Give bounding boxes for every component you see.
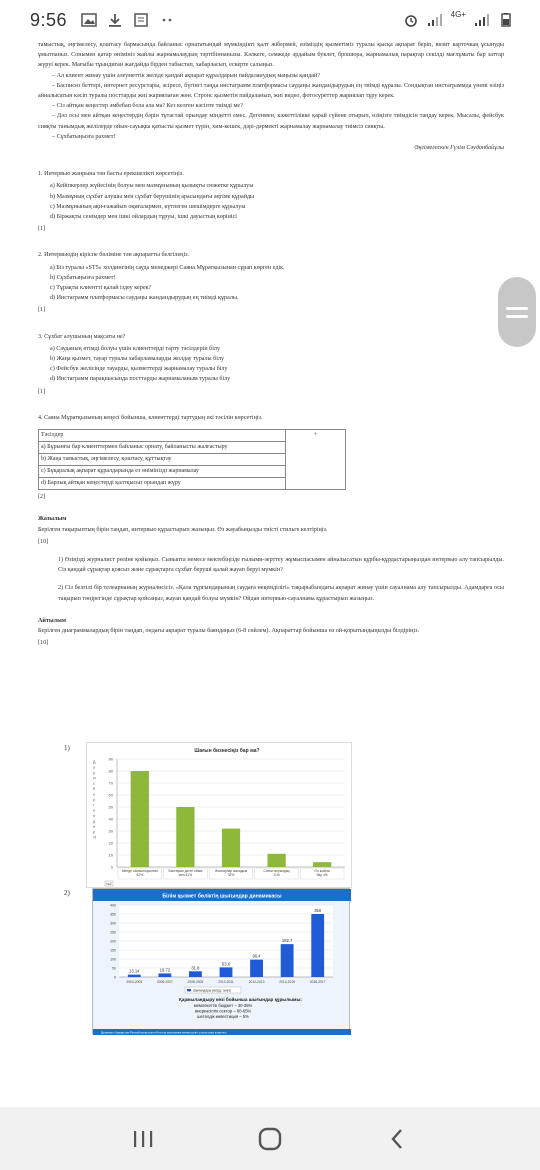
- table-header: [39, 430, 286, 442]
- status-time: 9:56: [30, 9, 68, 30]
- y-tick-label: 50: [112, 966, 116, 971]
- answer-option: a) Кейіпкерлер жүйесінің болуы мен мазмұнының қызықты сюжетке құрылуы: [50, 183, 254, 190]
- recent-apps-icon: [132, 1129, 154, 1149]
- interview-answer-1: – Басписөз беттері, интернет ресурстары, әсіресе, бүгінгі таңда инстаграмм платформасы саудаңы жандандырудың ең тиімді құралы. Сондықтан инстаграммда үнемі өзіңіз айналысатын кәсіп туралы посттарды жиі жариялаған жөн. Стронс қызметін пайдаланып, жиі видео, фотосуреттер жариялап тұру керек.: [38, 82, 504, 100]
- data-label: 13.14: [129, 968, 140, 974]
- y-tick-label: 70: [108, 780, 113, 786]
- answer-option: c) Фейсбук желісінде тауарды, қызметтерді жарнамалау туралы білу: [50, 366, 228, 373]
- chart-bar: [158, 973, 171, 977]
- data-label: 31.8: [191, 965, 200, 971]
- y-tick-label: 30: [108, 828, 113, 834]
- y-tick-label: 100: [110, 957, 116, 962]
- y-tick-label: 300: [110, 921, 116, 926]
- status-system-icons: [403, 10, 514, 27]
- download-icon: [107, 13, 123, 27]
- alarm-icon: [403, 13, 419, 27]
- y-tick-label: 60: [108, 792, 113, 798]
- legend-label: №2: [106, 882, 112, 886]
- question-1: [38, 169, 504, 234]
- y-tick-label: 90: [108, 756, 113, 762]
- y-tick-label: 350: [110, 912, 116, 917]
- table-row: d) Барлық айтқан кеңестерді қалтқысыз орындап жүру: [39, 478, 286, 490]
- scroll-handle-line: [506, 307, 528, 310]
- chart-bar: [281, 944, 294, 977]
- question-4: [38, 413, 504, 502]
- legend-swatch: [187, 989, 191, 991]
- methods-table: [38, 429, 346, 490]
- table-plus-column: [285, 430, 345, 490]
- footnote-line: шетелдік инвестиция – 5%: [197, 1014, 249, 1019]
- chart-bar: [189, 971, 202, 977]
- table-row: b) Жаңа тамыстық, әңгімелесу, қоштасу, құттықтау: [39, 454, 286, 466]
- question-3: [38, 332, 504, 397]
- chart-bar: [220, 967, 233, 977]
- table-row: a) Бұрынғы бар клиенттермен байланыс орнату, байланысты жалғастыру: [39, 442, 286, 454]
- question-mark: [1]: [38, 388, 46, 395]
- question-title: 3. Сұхбат алушының мақсаты не?: [38, 333, 126, 340]
- y-tick-label: 200: [110, 939, 116, 944]
- chart-bar: [250, 960, 263, 977]
- question-mark: [2]: [38, 494, 46, 501]
- chart-education-spending: [92, 888, 350, 1034]
- x-tick-label: 2014-2015: [279, 980, 296, 984]
- answer-option: b) Жаңа қызмет, тауар туралы хабарламаларды жолдау туралы білу: [50, 356, 225, 363]
- more-dots-icon: [159, 13, 175, 27]
- y-tick-label: 400: [110, 903, 116, 908]
- x-tick-label: Бастауым деген ойым мен 51%: [168, 869, 203, 878]
- writing-instruction: Берілген тақырыптың бірін таңдап, интервью құрастырып жазыңыз. Өз жауабыңызды тиісті стильге келтіріңіз.: [38, 526, 328, 533]
- answer-option: d) Инстаграмм парақшасында посттарды жарнамаланым туралы білу: [50, 376, 231, 383]
- image-icon: [81, 13, 97, 27]
- data-label: 53.6: [221, 961, 231, 967]
- answer-option: d) Біржақты сенімдер мен ішкі ойлардың тұруы, ішкі дауыстың көрінісі: [50, 214, 237, 221]
- chart-source: Дереккөз: Қазақстан Республикасының Ұлттық экономика министрлігі статистика комитеті: [101, 1030, 227, 1035]
- chart-bar: [267, 854, 285, 867]
- chart-bar: [176, 807, 194, 867]
- chart-title: Білім қызмет бөліктің шығындар динамикасы: [162, 893, 282, 900]
- question-mark: [1]: [38, 307, 46, 314]
- question-title: 1. Интервью жанрына тән басты ерекшелікті көрсетіңіз.: [38, 171, 184, 178]
- gallery-icon: [133, 13, 149, 27]
- question-2: [38, 250, 504, 315]
- answer-option: b) Сұхбатыңызға рахмет!: [50, 274, 116, 281]
- data-label: 96.4: [252, 953, 261, 959]
- y-tick-label: 0: [114, 975, 116, 980]
- x-tick-label: Ол жайлы бар 4%: [314, 869, 330, 878]
- x-tick-label: Менде ойлаштырылған 62%: [121, 869, 158, 878]
- chart-bar: [128, 975, 141, 977]
- y-tick-label: 150: [110, 948, 116, 953]
- y-tick-label: 50: [108, 804, 113, 810]
- home-button[interactable]: [250, 1119, 290, 1159]
- question-mark: [1]: [38, 226, 46, 233]
- x-tick-label: Сатып алуындық 11%: [263, 869, 290, 878]
- footnote-line: өнеркәсіптік сектор – 60-65%: [194, 1008, 252, 1014]
- scroll-handle[interactable]: [498, 277, 536, 347]
- answer-option: c) Мазмұнының ақи-ғажайып оқиғалармен, күтпеген шешімдерге құрылуы: [50, 203, 246, 210]
- x-tick-label: 2010-2011: [218, 980, 234, 984]
- intro-paragraph: тамыстық, әңгімелесу, қоштасу бармасында байланыс орнататындай мүмкіндікті қалт жібермей, өзіміздің қызметіміз туралы қысқа ақпарат беріп, визит карточкаң ұсынуды ұмытпаныз. Сонымен қатар өнімініз жайлы жарнамалаудың тәртібіннанызы. Кәлкеге, семжеде әрдайым буклет, брошюра, жарнамалық парақтар секілді мағлұматы бар заттар жүруі керек. Мағыбы тұындиган жағдайда бірден табыстап, хабарласып, ескерте салыңыз.: [38, 42, 504, 69]
- status-bar: [0, 0, 540, 40]
- data-label: 182.7: [281, 938, 293, 944]
- writing-task-1: 1) Өзіңізді журналист рөліне қойыңыз. Сыныпта немесе мектебіңізде ғылыми-зерттеу жұмыспасымен айналысатын құрбы-құрдастарыңыздан интервью алу тапсырылды. Сіз қандай сұрақтар қоясыз және сұрақтарға сұхбат беруші қалай жауап беруі мүмкін?: [58, 556, 504, 574]
- answer-option: a) Сауданың өтімді болуы үшін клиенттерді тарту тәсілдерін білу: [50, 345, 221, 352]
- chart-bar: [131, 771, 149, 867]
- chart-small-business: [86, 742, 352, 888]
- back-icon: [387, 1127, 407, 1151]
- data-label: 350: [314, 908, 322, 913]
- legend-label: Шығындары (млрд. теңге): [193, 988, 232, 993]
- answer-option: c) Тұрақты клиентті қалай іздеу керек?: [50, 285, 152, 292]
- battery-icon: [498, 13, 514, 27]
- speaking-mark: [10]: [38, 640, 49, 647]
- y-tick-label: 0: [110, 864, 113, 870]
- data-label: 19.72: [159, 967, 171, 973]
- chart-2-svg: [93, 889, 351, 1035]
- home-icon: [257, 1127, 283, 1151]
- writing-section-title: Жазылым: [38, 516, 67, 523]
- chart-1-svg: [87, 743, 353, 889]
- signal-icon-2: [474, 13, 490, 27]
- y-tick-label: 10: [108, 852, 113, 858]
- interview-answer-2: – Дәл осы мен айтқан кеңестердің бәрін тұтастай орындау міндетті емес. Дегенмен, кәжеттілікке қарай сүйене отырып, өзіңізге тиімдісін таңдау керек. Мысалы, фейсбук сияқты танымдық желілерде ойын-сауықка қатысты қызмет түрін, хим-кешек, дәрі-дәрмекті жарнамалау жарнамалау тиімсіз сияқты.: [38, 113, 504, 130]
- navigation-bar: [0, 1107, 540, 1170]
- y-axis-label: Д а у ы с б е р г е н д е р %: [93, 760, 97, 840]
- status-notification-icons: [81, 13, 175, 27]
- back-button[interactable]: [377, 1119, 417, 1159]
- x-tick-label: 2016-2017: [309, 980, 326, 984]
- document-page: [38, 40, 504, 648]
- chart-title: Шағын бизнесіңіз бар ма?: [194, 748, 260, 754]
- signal-icon-1: [427, 13, 443, 27]
- scroll-handle-line: [506, 315, 528, 318]
- table-row: c) Бұқаралық ақпарат құралдарында ез өнімінізді жарнамалау: [39, 466, 286, 478]
- y-tick-label: 20: [108, 840, 113, 846]
- answer-option: d) Инстаграмм платформасы саудаңы жандандырудың ең тиімді құралы.: [50, 295, 239, 302]
- chart-bar: [222, 829, 240, 867]
- footnote-title: Қаржыландыру көзі бойынша шығындар құрылымы:: [179, 997, 302, 1002]
- answer-option: b) Мазмұның сұхбат алушы мен сұхбат берушінің арасындағы әңгіме құрайды: [50, 193, 255, 200]
- interview-thanks: – Сұхбатыңызға рахмет!: [52, 133, 116, 140]
- table-header-label: Тәсілдер: [41, 432, 64, 439]
- x-tick-label: Жоспарлар жасадым 32%: [214, 869, 248, 878]
- recent-apps-button[interactable]: [123, 1119, 163, 1159]
- figure-2-label: 2): [64, 889, 70, 897]
- x-tick-label: 2008-2009: [187, 980, 204, 984]
- network-type: 4G+: [450, 10, 466, 19]
- question-title: 4. Саяна Мұратқызының кеңесі бойынша, клиенттерді тартудың екі тәсілін көрсетіңіз.: [38, 414, 263, 421]
- x-tick-label: 2012-2013: [248, 980, 265, 984]
- y-tick-label: 80: [108, 768, 113, 774]
- y-tick-label: 250: [110, 930, 116, 935]
- answer-option: a) Біз туралы «ST5» холдингінің сауда менеджері Саяна Мұратқызынан сұрап көрген едік.: [50, 264, 285, 271]
- speaking-section-title: Айтылым: [38, 617, 66, 624]
- plus-label: +: [313, 432, 318, 439]
- y-tick-label: 40: [108, 816, 113, 822]
- interview-question-1: – Ал клиент жинау үшін әлеуметтік желіде қандай ақпарат құралдарын пайдаланудың маңызы қандай?: [52, 72, 320, 79]
- x-tick-label: 2006-2007: [156, 980, 173, 984]
- x-tick-label: 2004-2005: [126, 980, 143, 984]
- writing-mark: [10]: [38, 538, 49, 545]
- chart-bar: [311, 914, 324, 977]
- writing-task-2: 2) Сіз белгілі бір телеарнаның журналисісіз. «Қала тұрғындарының саудаға неқемділігі» тақырыбындағы ақпарат жинау үшін сауалнама алу тапсырылды. Адамдарға осы тақырып төңірегінде сұрақтар қойсаңыз, жауап қандай болуы мүмкін? Ойдан интервью-сауалнама құрастырып жазыңыз.: [58, 585, 504, 602]
- interviewer-signature: Әңгімелескен Гүлім Сәуданбайұлы: [414, 145, 504, 152]
- question-title: 2. Интервьюдің кіріспе бөлімінe тән ақпаратты белгілеңіз.: [38, 252, 190, 259]
- chart-bar: [313, 862, 331, 867]
- interview-question-2: – Сіз айтқан кеңестер әмбебап бола ала ма? Кез келген кәсіпте тиімді ме?: [52, 103, 243, 110]
- figure-1-label: 1): [64, 744, 70, 752]
- footnote-line: мемлекеттік бюджет – 30-35%: [193, 1003, 253, 1008]
- speaking-instruction: Берілген диаграммалардың бірін таңдап, ондағы ақпарат туралы баяндаңыз (6-8 сөйлем). Ақпараттар бойынша өз ой-қорытындыңызды білдіріңіз.: [38, 627, 420, 634]
